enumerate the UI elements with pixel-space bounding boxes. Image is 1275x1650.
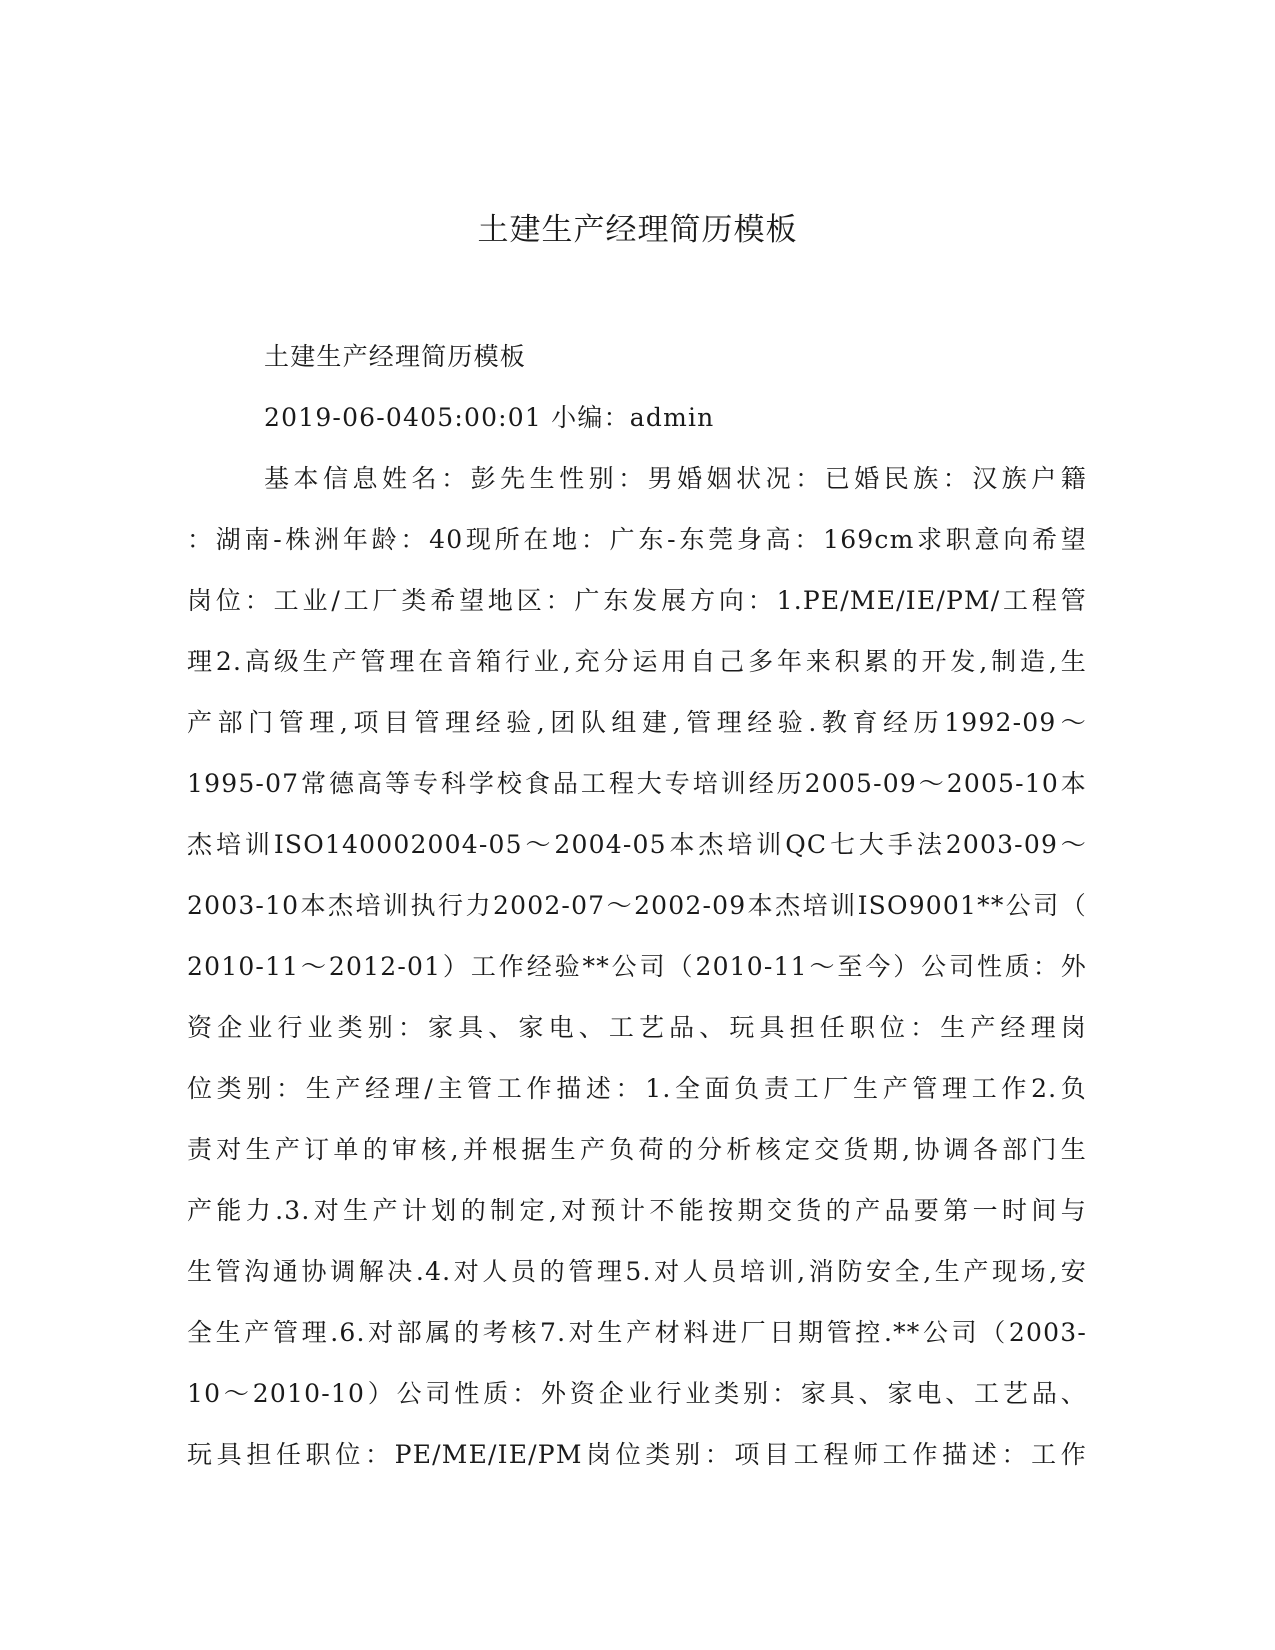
- body-line: 杰培训ISO140002004-05～2004-05本杰培训QC七大手法2003-09～: [187, 830, 1087, 859]
- body-line: 2010-11～2012-01）工作经验**公司（2010-11～至今）公司性质：外: [187, 952, 1087, 981]
- body-line: 全生产管理.6.对部属的考核7.对生产材料进厂日期管控.**公司（2003-: [187, 1318, 1087, 1347]
- body-line: ：湖南-株洲年龄：40现所在地：广东-东莞身高：169cm求职意向希望: [187, 525, 1087, 554]
- body-line: 基本信息姓名：彭先生性别：男婚姻状况：已婚民族：汉族户籍: [264, 464, 1087, 493]
- document-meta: 2019-06-0405:00:01 小编：admin: [264, 403, 715, 432]
- document-body: [187, 326, 1087, 1485]
- body-line: 10～2010-10）公司性质：外资企业行业类别：家具、家电、工艺品、: [187, 1379, 1087, 1408]
- body-line: 生管沟通协调解决.4.对人员的管理5.对人员培训,消防安全,生产现场,安: [187, 1257, 1087, 1286]
- body-line: 2003-10本杰培训执行力2002-07～2002-09本杰培训ISO9001**公司（: [187, 891, 1087, 920]
- body-line: 岗位：工业/工厂类希望地区：广东发展方向：1.PE/ME/IE/PM/工程管: [187, 586, 1087, 615]
- document-title: 土建生产经理简历模板: [477, 212, 798, 248]
- body-line: 产能力.3.对生产计划的制定,对预计不能按期交货的产品要第一时间与: [187, 1196, 1087, 1225]
- body-line: 位类别：生产经理/主管工作描述：1.全面负责工厂生产管理工作2.负: [187, 1074, 1087, 1103]
- body-line: 玩具担任职位：PE/ME/IE/PM岗位类别：项目工程师工作描述：工作: [187, 1440, 1087, 1469]
- document-subtitle: 土建生产经理简历模板: [264, 342, 527, 371]
- body-line: 产部门管理,项目管理经验,团队组建,管理经验.教育经历1992-09～: [187, 708, 1087, 737]
- body-line: 理2.高级生产管理在音箱行业,充分运用自己多年来积累的开发,制造,生: [187, 647, 1087, 676]
- body-line: 责对生产订单的审核,并根据生产负荷的分析核定交货期,协调各部门生: [187, 1135, 1087, 1164]
- body-line: 资企业行业类别：家具、家电、工艺品、玩具担任职位：生产经理岗: [187, 1013, 1087, 1042]
- body-line: 1995-07常德高等专科学校食品工程大专培训经历2005-09～2005-10本: [187, 769, 1087, 798]
